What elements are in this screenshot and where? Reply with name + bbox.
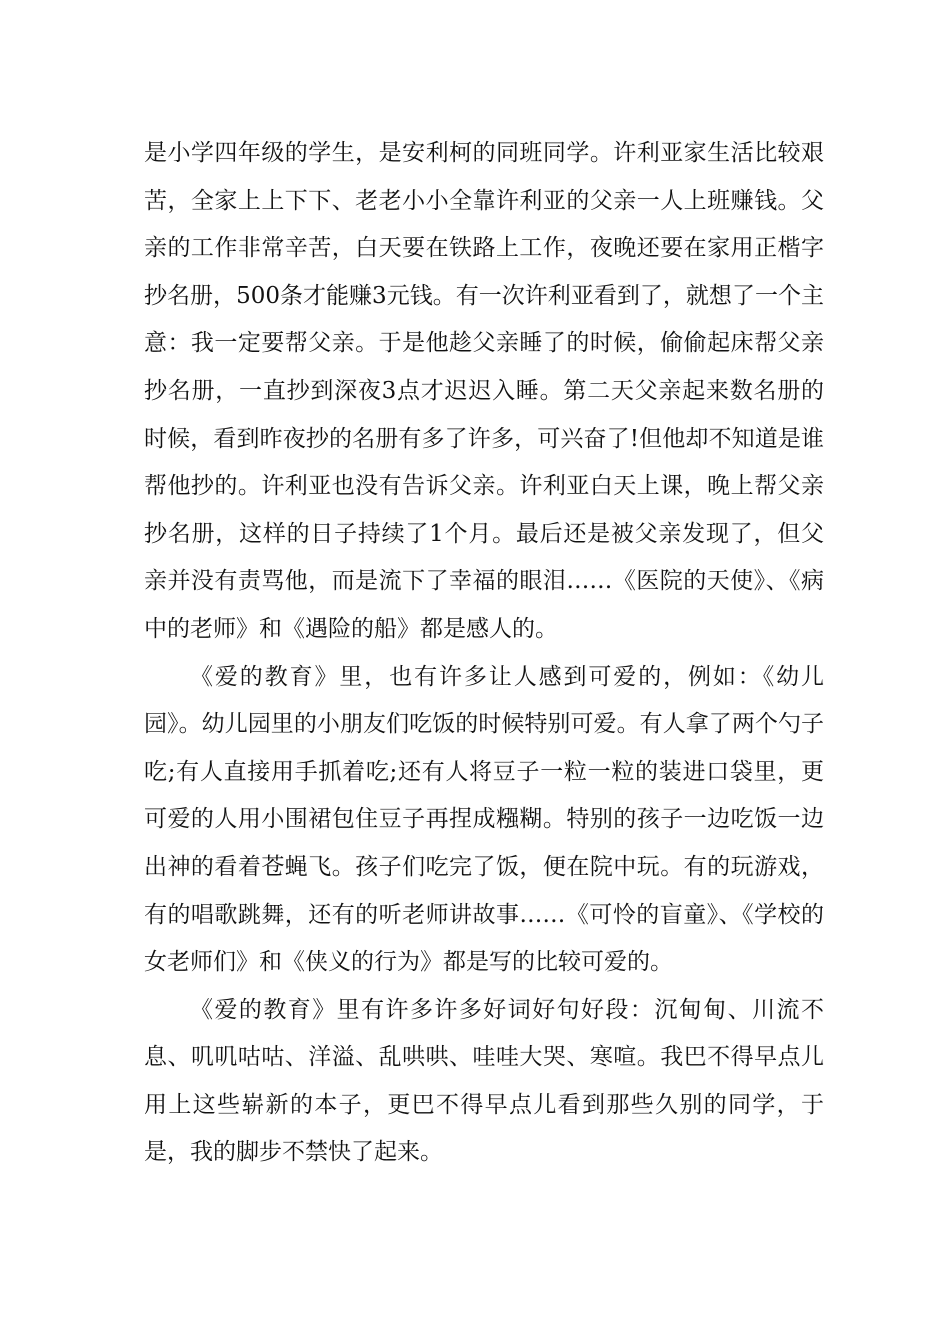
paragraph-3: 《爱的教育》里有许多许多好词好句好段：沉甸甸、川流不息、叽叽咕咕、洋溢、乱哄哄、哇哇大哭、寒喧。我巴不得早点儿用上这些崭新的本子，更巴不得早点儿看到那些久别的同学，于是，我的脚步不禁快了起来。	[144, 996, 824, 1166]
paragraph-2: 《爱的教育》里，也有许多让人感到可爱的，例如：《幼儿园》。幼儿园里的小朋友们吃饭的时候特别可爱。有人拿了两个勺子吃;有人直接用手抓着吃;还有人将豆子一粒一粒的装进口袋里，更可爱的人用小围裙包住豆子再捏成糨糊。特别的孩子一边吃饭一边出神的看着苍蝇飞。孩子们吃完了饭，便在院中玩。有的玩游戏，有的唱歌跳舞，还有的听老师讲故事……《可怜的盲童》、《学校的女老师们》和《侠义的行为》都是写的比较可爱的。	[144, 663, 824, 976]
document-body	[144, 130, 824, 1177]
paragraph-1: 是小学四年级的学生，是安利柯的同班同学。许利亚家生活比较艰苦，全家上上下下、老老小小全靠许利亚的父亲一人上班赚钱。父亲的工作非常辛苦，白天要在铁路上工作，夜晚还要在家用正楷字抄名册，500条才能赚3元钱。有一次许利亚看到了，就想了一个主意：我一定要帮父亲。于是他趁父亲睡了的时候，偷偷起床帮父亲抄名册，一直抄到深夜3点才迟迟入睡。第二天父亲起来数名册的时候，看到昨夜抄的名册有多了许多，可兴奋了!但他却不知道是谁帮他抄的。许利亚也没有告诉父亲。许利亚白天上课，晚上帮父亲抄名册，这样的日子持续了1个月。最后还是被父亲发现了，但父亲并没有责骂他，而是流下了幸福的眼泪……《医院的天使》、《病中的老师》和《遇险的船》都是感人的。	[144, 140, 824, 642]
